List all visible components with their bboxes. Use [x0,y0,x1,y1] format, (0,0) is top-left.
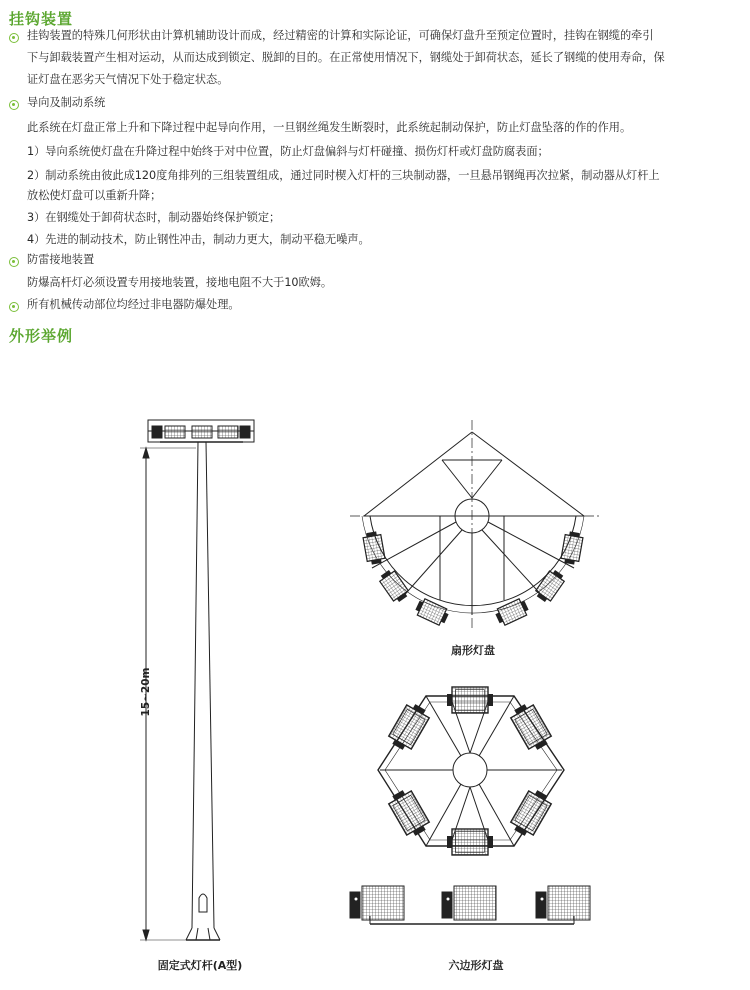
guide-text-line: 2）制动系统由彼此成120度角排列的三组装置组成，通过同时楔入灯杆的三块制动器，一旦悬吊钢绳再次拉紧，制动器从灯杆上 [27,169,660,182]
guide-text-line: 1）导向系统使灯盘在升降过程中始终于对中位置，防止灯盘偏斜与灯杆碰撞、损伤灯杆或灯盘防腐表面； [27,145,549,158]
hook-text-line: 证灯盘在恶劣天气情况下处于稳定状态。 [27,73,229,86]
hook-text-line: 挂钩装置的特殊几何形状由计算机辅助设计而成，经过精密的计算和实际论证，可确保灯盘升至预定位置时，挂钩在钢缆的牵引 [27,29,654,42]
hex-panel-lamps [386,687,554,855]
lightning-text-line: 防爆高杆灯必须设置专用接地装置，接地电阻不大于10欧姆。 [27,276,333,289]
panel-side-view [350,886,590,924]
guide-text-line: 4）先进的制动技术，防止钢性冲击，制动力更大，制动平稳无噪声。 [27,233,370,246]
subsection-title-lightning: 防雷接地装置 [27,253,95,266]
guide-text-line: 此系统在灯盘正常上升和下降过程中起导向作用，一旦钢丝绳发生断裂时，此系统起制动保护，防止灯盘坠落的作的作用。 [27,121,632,134]
section-title-hook: 挂钩装置 [9,10,74,28]
fan-panel-caption: 扇形灯盘 [451,644,495,657]
fan-panel-lamps [362,531,583,627]
pole-dimension-label: 15~20m [140,667,152,717]
section-title-examples: 外形举例 [9,327,74,345]
hook-text-line: 下与卸载装置产生相对运动，从而达成到锁定、脱卸的目的。在正常使用情况下，钢缆处于卸荷状态，延长了钢缆的使用寿命，保 [27,51,665,64]
pole-drawing [140,420,254,940]
pole-caption: 固定式灯杆(A型) [157,959,243,972]
fan-panel-drawing [350,420,600,630]
hex-panel-caption: 六边形灯盘 [448,959,504,972]
subsection-title-guide: 导向及制动系统 [27,96,106,109]
guide-text-line: 放松使灯盘可以重新升降； [27,189,162,202]
subsection-title-explosion: 所有机械传动部位均经过非电器防爆处理。 [27,298,240,311]
guide-text-line: 3）在钢缆处于卸荷状态时，制动器始终保护锁定； [27,211,281,224]
